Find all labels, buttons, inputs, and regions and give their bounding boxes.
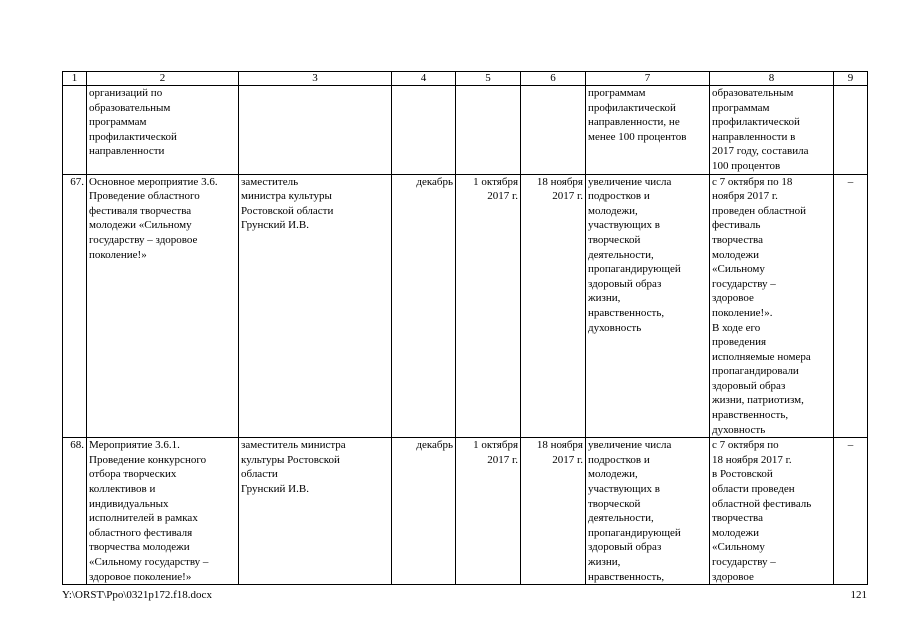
end-date-cell: 18 ноября 2017 г. bbox=[521, 174, 586, 438]
row-number-cell: 67. bbox=[63, 174, 87, 438]
row-number-cell bbox=[63, 86, 87, 175]
page-number: 121 bbox=[850, 589, 867, 601]
actual-result-cell: образовательным программам профилактической направленности в 2017 году, составила 100 процентов bbox=[710, 86, 834, 175]
column-number-4: 4 bbox=[392, 72, 456, 86]
executor-cell: заместитель министра культуры Ростовской области Грунский И.В. bbox=[239, 438, 392, 585]
end-date-cell: 18 ноября 2017 г. bbox=[521, 438, 586, 585]
plan-date-cell bbox=[392, 86, 456, 175]
table-row-68 bbox=[63, 438, 868, 585]
executor-cell bbox=[239, 86, 392, 175]
start-date-cell: 1 октября 2017 г. bbox=[456, 438, 521, 585]
expected-result-cell: увеличение числа подростков и молодежи, участвующих в творческой деятельности, пропагандирующей здоровый образ жизни, нравственность, bbox=[586, 438, 710, 585]
report-table bbox=[62, 71, 868, 585]
column-number-5: 5 bbox=[456, 72, 521, 86]
column-number-1: 1 bbox=[63, 72, 87, 86]
event-cell: Основное мероприятие 3.6. Проведение областного фестиваля творчества молодежи «Сильному государству – здоровое поколение!» bbox=[87, 174, 239, 438]
plan-date-cell: декабрь bbox=[392, 174, 456, 438]
event-cell: организаций по образовательным программам профилактической направленности bbox=[87, 86, 239, 175]
column-number-row bbox=[63, 72, 868, 86]
executor-cell: заместитель министра культуры Ростовской области Грунский И.В. bbox=[239, 174, 392, 438]
event-cell: Мероприятие 3.6.1. Проведение конкурсного отбора творческих коллективов и индивидуальных исполнителей в рамках областного фестиваля творчества молодежи «Сильному государству – здоровое поколение!» bbox=[87, 438, 239, 585]
actual-result-cell: с 7 октября по 18 ноября 2017 г. проведен областной фестиваль творчества молодежи «Сильному государству – здоровое поколение!». В ходе его проведения исполняемые номера пропагандировали здоровый образ жизни, патриотизм, нравственность, духовность bbox=[710, 174, 834, 438]
start-date-cell: 1 октября 2017 г. bbox=[456, 174, 521, 438]
start-date-cell bbox=[456, 86, 521, 175]
column-number-2: 2 bbox=[87, 72, 239, 86]
column-number-7: 7 bbox=[586, 72, 710, 86]
table-row-continuation bbox=[63, 86, 868, 175]
expected-result-cell: программам профилактической направленности, не менее 100 процентов bbox=[586, 86, 710, 175]
table-row-67 bbox=[63, 174, 868, 438]
footer-file-path: Y:\ORST\Ppo\0321p172.f18.docx bbox=[62, 589, 212, 601]
actual-result-cell: с 7 октября по 18 ноября 2017 г. в Ростовской области проведен областной фестиваль творчества молодежи «Сильному государству – здоровое bbox=[710, 438, 834, 585]
column-number-6: 6 bbox=[521, 72, 586, 86]
reasons-cell: – bbox=[834, 174, 868, 438]
column-number-3: 3 bbox=[239, 72, 392, 86]
reasons-cell bbox=[834, 86, 868, 175]
row-number-cell: 68. bbox=[63, 438, 87, 585]
end-date-cell bbox=[521, 86, 586, 175]
plan-date-cell: декабрь bbox=[392, 438, 456, 585]
column-number-8: 8 bbox=[710, 72, 834, 86]
column-number-9: 9 bbox=[834, 72, 868, 86]
reasons-cell: – bbox=[834, 438, 868, 585]
expected-result-cell: увеличение числа подростков и молодежи, участвующих в творческой деятельности, пропагандирующей здоровый образ жизни, нравственность, духовность bbox=[586, 174, 710, 438]
